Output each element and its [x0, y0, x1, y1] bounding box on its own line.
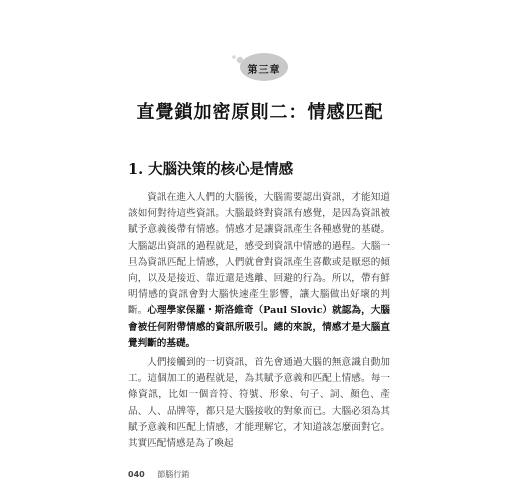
- book-title: 節腦行銷: [157, 470, 190, 479]
- page-number: 040: [128, 470, 145, 479]
- paragraph-2: 人們接觸到的一切資訊，首先會通過大腦的無意識自動加工。這個加工的過程就是，為其賦予意義和匹配上情感。每一條資訊，比如一個音符、符號、形象、句子、詞、顏色、產品、人、品牌等，都只是大腦接收的對象而已。大腦必須為其賦予意義和匹配上情感，才能理解它，才知道該怎麼面對它。其實匹配情感是為了喚起: [128, 357, 390, 450]
- chapter-title: 直覺鎖加密原則二：情感匹配: [136, 102, 384, 123]
- paragraph-1-text: 資訊在進入人們的大腦後，大腦需要認出資訊，才能知道該如何對待這些資訊。大腦最終對資訊有感覺，是因為資訊被賦予意義後帶有情感。情感才是讓資訊產生各種感覺的基礎。大腦認出資訊的過程就是，感受到資訊中情感的過程。大腦一旦為資訊匹配上情感，人們就會對資訊產生喜歡或是厭惡的傾向，以及是接近、靠近還是逃離、回避的行為。所以，帶有鮮明情感的資訊會對大腦快速產生影響，讓大腦做出好壞的判斷。: [128, 192, 390, 317]
- chapter-badge-label: 第三章: [247, 65, 281, 76]
- body-text: [128, 190, 390, 455]
- page-footer: [128, 469, 189, 480]
- paragraph-1: [128, 190, 390, 352]
- paragraph-1-bold: 心理學家保羅・斯洛維奇（Paul Slovic）就認為，大腦會被任何附帶情感的資訊所吸引。總的來說，情感才是大腦直覺判斷的基礎。: [128, 305, 390, 349]
- section-heading: 1. 大腦決策的核心是情感: [128, 161, 294, 178]
- chapter-badge: [226, 50, 296, 86]
